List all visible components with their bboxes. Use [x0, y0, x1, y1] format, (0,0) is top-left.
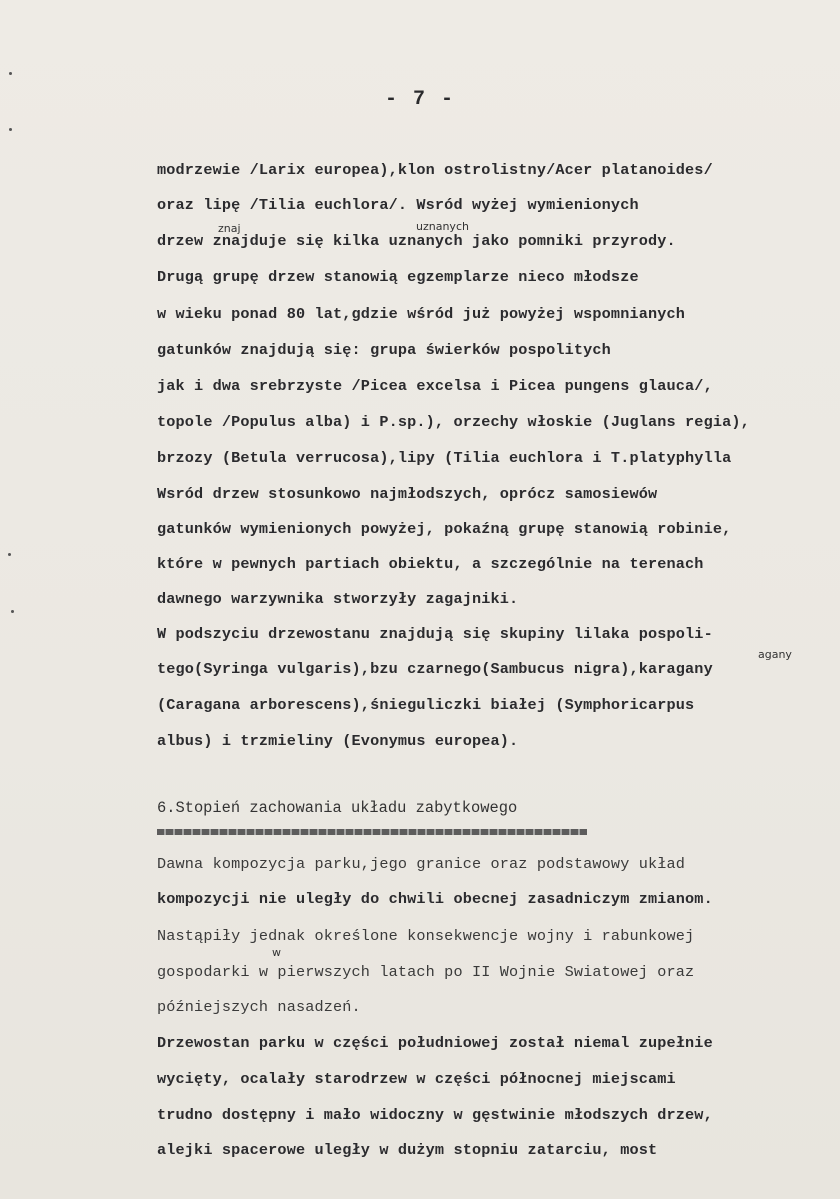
section-heading: 6.Stopień zachowania układu zabytkowego [157, 799, 518, 817]
text-line: alejki spacerowe uległy w dużym stopniu zatarciu, most [157, 1141, 658, 1159]
text-line: Dawna kompozycja parku,jego granice oraz podstawowy układ [157, 855, 686, 873]
text-line: W podszyciu drzewostanu znajdują się skupiny lilaka pospoli- [157, 625, 713, 643]
text-line: gatunków znajdują się: grupa świerków pospolitych [157, 341, 611, 359]
text-line: modrzewie /Larix europea),klon ostrolistny/Acer platanoides/ [157, 161, 713, 179]
margin-speck [9, 128, 12, 131]
text-line: topole /Populus alba) i P.sp.), orzechy włoskie (Juglans regia), [157, 413, 750, 431]
text-line: tego(Syringa vulgaris),bzu czarnego(Sambucus nigra),karagany [157, 660, 713, 678]
text-line: albus) i trzmieliny (Evonymus europea). [157, 732, 519, 750]
handwritten-note: uznanych [416, 220, 469, 233]
text-line: gatunków wymienionych powyżej, pokaźną grupę stanowią robinie, [157, 520, 732, 538]
text-line: gospodarki w pierwszych latach po II Wojnie Swiatowej oraz [157, 963, 695, 981]
text-line: jak i dwa srebrzyste /Picea excelsa i Picea pungens glauca/, [157, 377, 713, 395]
text-line: Nastąpiły jednak określone konsekwencje wojny i rabunkowej [157, 927, 695, 945]
handwritten-note: znaj [218, 222, 241, 235]
margin-speck [11, 610, 14, 613]
text-line: Drugą grupę drzew stanowią egzemplarze nieco młodsze [157, 268, 639, 286]
text-line: które w pewnych partiach obiektu, a szczególnie na terenach [157, 555, 704, 573]
margin-speck [9, 72, 12, 75]
text-line: (Caragana arborescens),śnieguliczki białej (Symphoricarpus [157, 696, 695, 714]
text-line: wycięty, ocalały starodrzew w części północnej miejscami [157, 1070, 676, 1088]
text-line: drzew znajduje się kilka uznanych jako pomniki przyrody. [157, 232, 676, 250]
text-line: trudno dostępny i mało widoczny w gęstwinie młodszych drzew, [157, 1106, 713, 1124]
text-line: dawnego warzywnika stworzyły zagajniki. [157, 590, 519, 608]
text-line: kompozycji nie uległy do chwili obecnej zasadniczym zmianom. [157, 890, 713, 908]
text-line: oraz lipę /Tilia euchlora/. Wsród wyżej wymienionych [157, 196, 639, 214]
heading-underline [157, 829, 587, 835]
handwritten-note: w [272, 946, 281, 959]
text-line: Drzewostan parku w części południowej został niemal zupełnie [157, 1034, 713, 1052]
handwritten-note: agany [758, 648, 792, 661]
text-line: brzozy (Betula verrucosa),lipy (Tilia euchlora i T.platyphylla [157, 449, 732, 467]
text-line: późniejszych nasadzeń. [157, 998, 361, 1016]
margin-speck [8, 553, 11, 556]
text-line: Wsród drzew stosunkowo najmłodszych, oprócz samosiewów [157, 485, 658, 503]
text-line: w wieku ponad 80 lat,gdzie wśród już powyżej wspomnianych [157, 305, 686, 323]
page-number: - 7 - [384, 88, 455, 111]
